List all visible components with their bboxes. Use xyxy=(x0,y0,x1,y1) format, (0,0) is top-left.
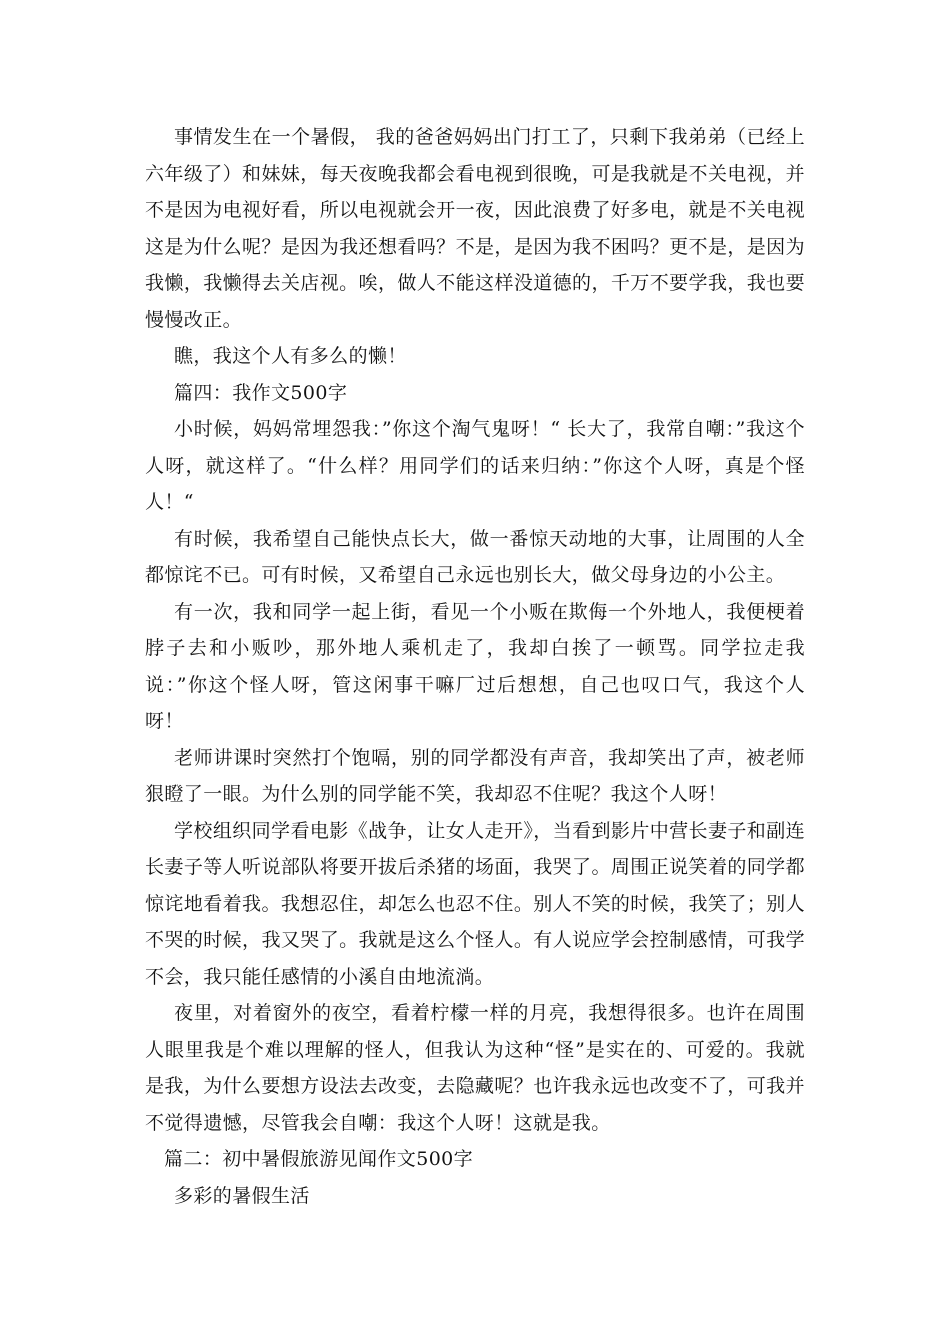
paragraph-grow-up: 有时候，我希望自己能快点长大，做一番惊天动地的大事，让周围的人全都惊诧不已。可有时候，又希望自己永远也别长大，做父母身边的小公主。 xyxy=(145,527,805,586)
paragraph-street-vendor: 有一次，我和同学一起上街，看见一个小贩在欺侮一个外地人，我便梗着脖子去和小贩吵，那外地人乘机走了，我却白挨了一顿骂。同学拉走我说：”你这个怪人呀，管这闲事干嘛厂过后想想，自己也叹口气，我这个人呀！ xyxy=(145,600,805,732)
paragraph-lazy-exclaim: 瞧，我这个人有多么的懒！ xyxy=(174,345,407,367)
section-heading-part-two: 篇二：初中暑假旅游见闻作文500字 xyxy=(164,1148,474,1170)
paragraph-childhood: 小时候，妈妈常埋怨我：”你这个淘气鬼呀！“ 长大了，我常自嘲：”我这个人呀，就这样了。“什么样？用同学们的话来归纳：”你这个人呀，真是个怪人！“ xyxy=(145,418,805,513)
paragraph-night-moon: 夜里，对着窗外的夜空，看着柠檬一样的月亮，我想得很多。也许在周围人眼里我是个难以理解的怪人，但我认为这种“怪”是实在的、可爱的。我就是我，为什么要想方设法去改变，去隐藏呢？也许我永远也改变不了，可我并不觉得遗憾，尽管我会自嘲：我这个人呀！这就是我。 xyxy=(145,1002,805,1134)
section-heading-part-four: 篇四：我作文500字 xyxy=(174,381,348,404)
paragraph-teacher-hiccup: 老师讲课时突然打个饱嗝，别的同学都没有声音，我却笑出了声，被老师狠瞪了一眼。为什么别的同学能不笑，我却忍不住呢？我这个人呀！ xyxy=(145,746,805,805)
document-body xyxy=(145,119,805,1214)
paragraph-summer-tv: 事情发生在一个暑假， 我的爸爸妈妈出门打工了，只剩下我弟弟（已经上六年级了）和妹妹，每天夜晚我都会看电视到很晚，可是我就是不关电视，并不是因为电视好看，所以电视就会开一夜，因此浪费了好多电，就是不关电视这是为什么呢？是因为我还想看吗？不是，是因为我不困吗？更不是，是因为我懒，我懒得去关店视。唉，做人不能这样没道德的，千万不要学我，我也要慢慢改正。 xyxy=(145,126,805,331)
essay-title-summer-life: 多彩的暑假生活 xyxy=(174,1184,310,1207)
paragraph-movie: 学校组织同学看电影《战争，让女人走开》，当看到影片中营长妻子和副连长妻子等人听说部队将要开拔后杀猪的场面，我哭了。周围正说笑着的同学都惊诧地看着我。我想忍住，却怎么也忍不住。别人不笑的时候，我笑了；别人不哭的时候，我又哭了。我就是这么个怪人。有人说应学会控制感情，可我学不会，我只能任感情的小溪自由地流淌。 xyxy=(145,819,805,988)
